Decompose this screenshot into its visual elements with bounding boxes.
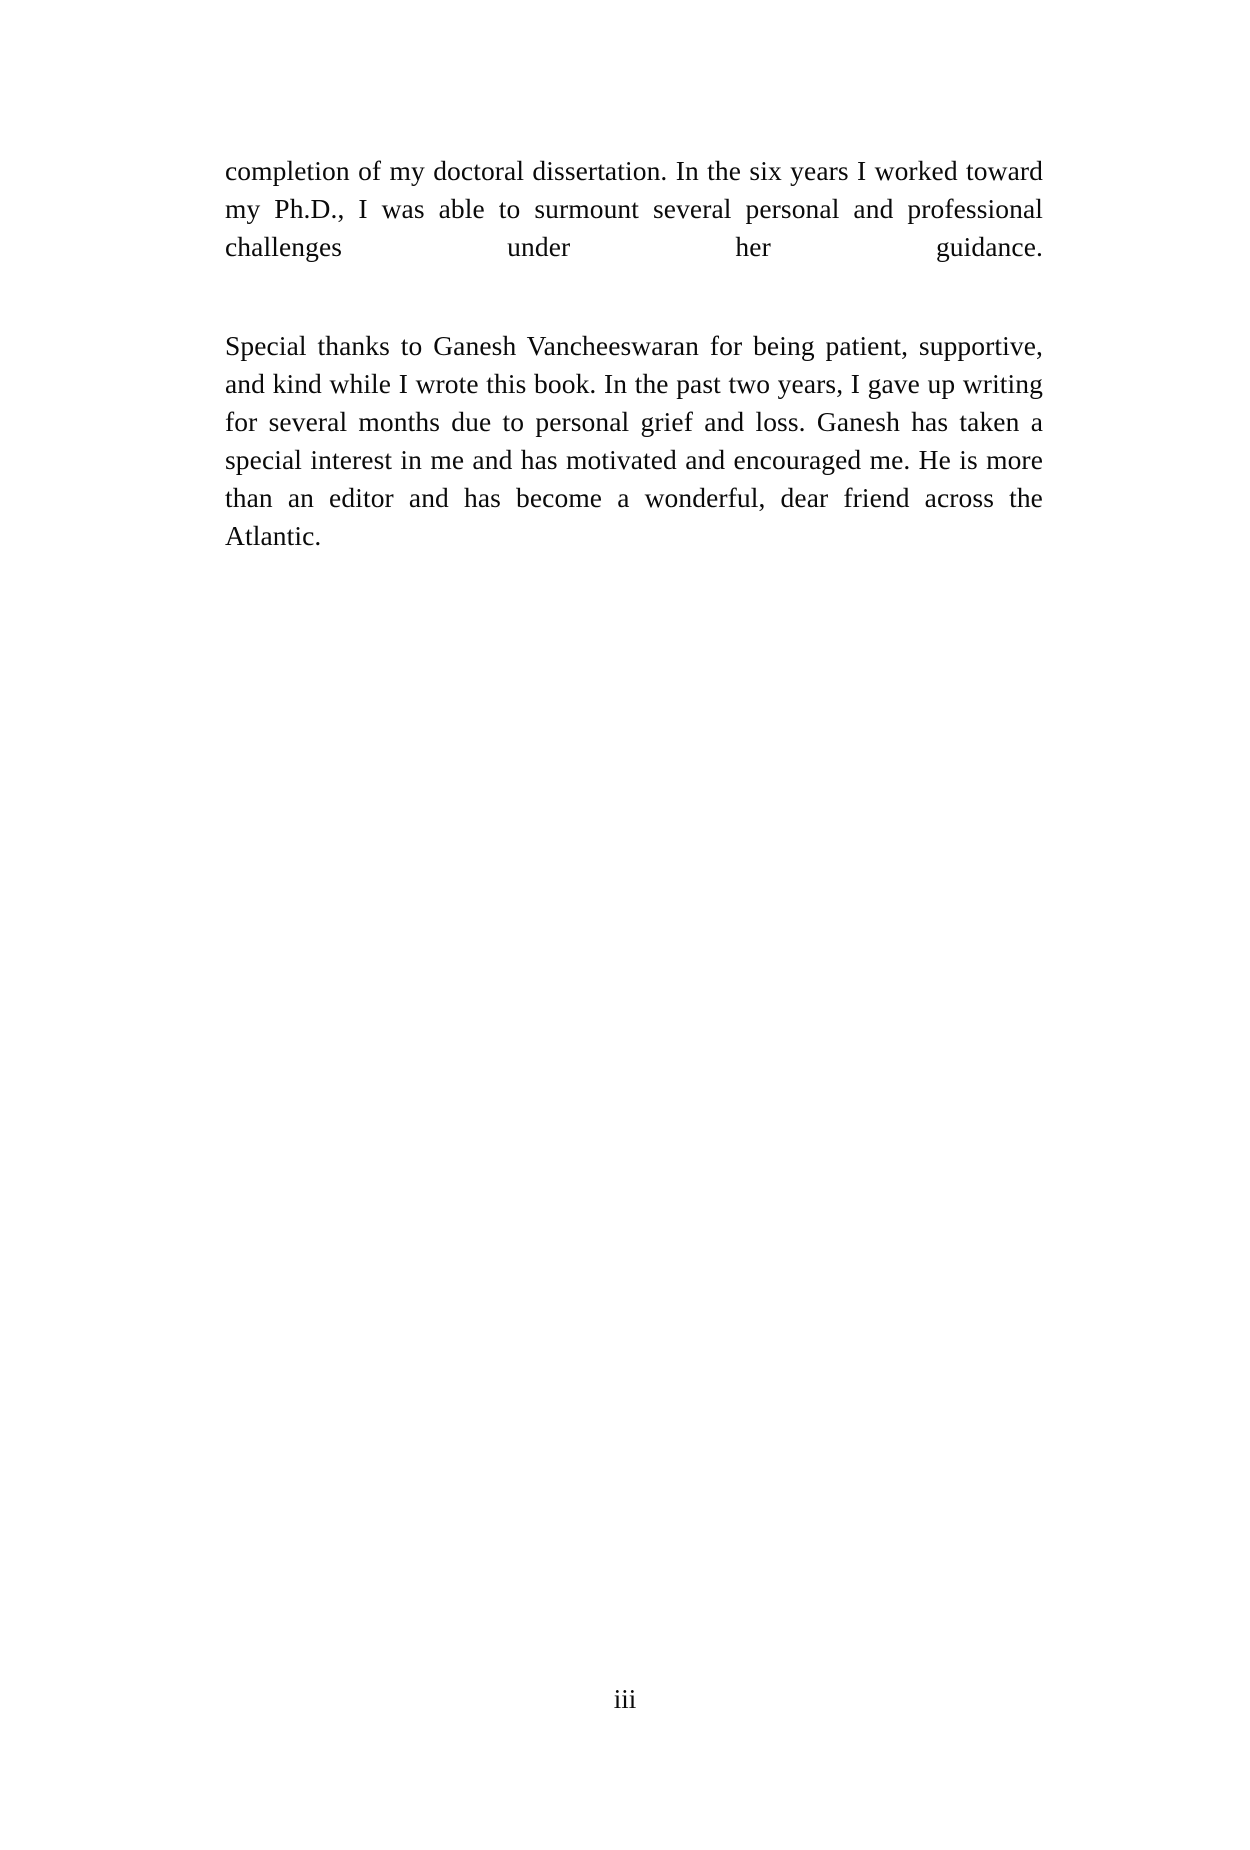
paragraph-continuation: completion of my doctoral dissertation. In the six years I worked toward my Ph.D., I was able to surmount several personal and professional challenges under her guidance. — [225, 155, 1043, 262]
page-body-text — [225, 152, 1043, 593]
paragraph-special-thanks: Special thanks to Ganesh Vancheeswaran for being patient, supportive, and kind while I wrote this book. In the past two years, I gave up writing for several months due to personal grief and loss. Ganesh has taken a special interest in me and has motivated and encouraged me. He is more than an editor and has become a wonderful, dear friend across the Atlantic. — [225, 330, 1043, 551]
page-number: iii — [613, 1684, 637, 1714]
